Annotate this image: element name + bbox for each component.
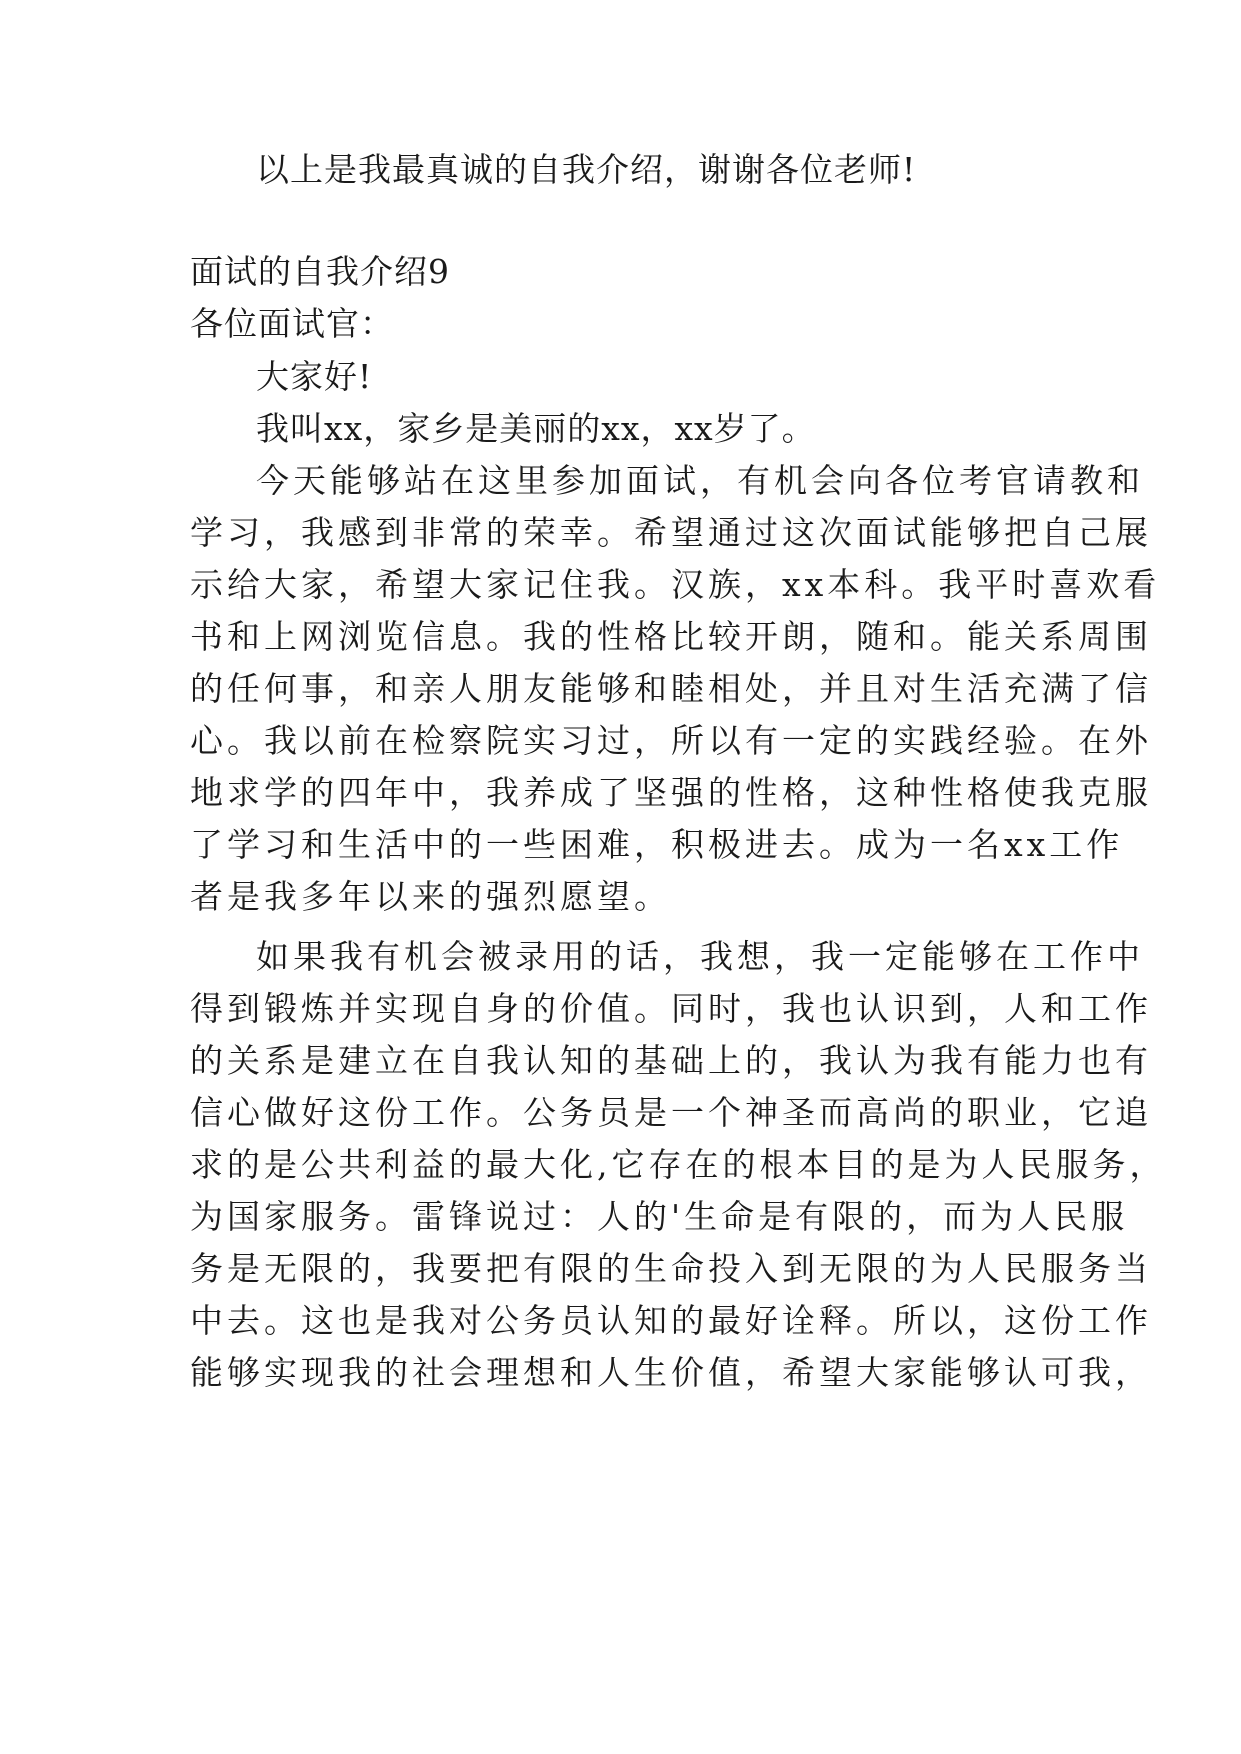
paragraph-line: 心。我以前在检察院实习过，所以有一定的实践经验。在外 <box>190 721 1152 760</box>
paragraph-line: 今天能够站在这里参加面试，有机会向各位考官请教和 <box>256 461 1144 500</box>
paragraph-line: 书和上网浏览信息。我的性格比较开朗，随和。能关系周围 <box>190 617 1152 656</box>
paragraph-line: 示给大家，希望大家记住我。汉族，xx本科。我平时喜欢看 <box>190 565 1161 604</box>
paragraph-line: 地求学的四年中，我养成了坚强的性格，这种性格使我克服 <box>190 773 1152 812</box>
paragraph-line: 能够实现我的社会理想和人生价值，希望大家能够认可我， <box>190 1353 1152 1392</box>
salutation: 各位面试官： <box>190 304 394 343</box>
paragraph-line: 如果我有机会被录用的话，我想，我一定能够在工作中 <box>256 937 1144 976</box>
paragraph-line: 中去。这也是我对公务员认知的最好诠释。所以，这份工作 <box>190 1301 1152 1340</box>
paragraph-line: 务是无限的，我要把有限的生命投入到无限的为人民服务当 <box>190 1249 1152 1288</box>
closing-line: 以上是我最真诚的自我介绍，谢谢各位老师! <box>256 150 917 189</box>
section-title: 面试的自我介绍9 <box>190 252 450 291</box>
paragraph-line: 的关系是建立在自我认知的基础上的，我认为我有能力也有 <box>190 1041 1152 1080</box>
paragraph-line: 了学习和生活中的一些困难，积极进去。成为一名xx工作 <box>190 825 1124 864</box>
paragraph-line: 的任何事，和亲人朋友能够和睦相处，并且对生活充满了信 <box>190 669 1152 708</box>
paragraph-line: 者是我多年以来的强烈愿望。 <box>190 877 671 916</box>
paragraph-line: 得到锻炼并实现自身的价值。同时，我也认识到，人和工作 <box>190 989 1152 1028</box>
paragraph-line: 信心做好这份工作。公务员是一个神圣而高尚的职业，它追 <box>190 1093 1152 1132</box>
paragraph-line: 为国家服务。雷锋说过：人的'生命是有限的，而为人民服 <box>190 1197 1129 1236</box>
intro-line: 我叫xx，家乡是美丽的xx，xx岁了。 <box>256 409 816 448</box>
paragraph-line: 学习，我感到非常的荣幸。希望通过这次面试能够把自己展 <box>190 513 1152 552</box>
paragraph-line: 求的是公共利益的最大化,它存在的根本目的是为人民服务， <box>190 1145 1167 1184</box>
greeting: 大家好! <box>256 357 373 396</box>
